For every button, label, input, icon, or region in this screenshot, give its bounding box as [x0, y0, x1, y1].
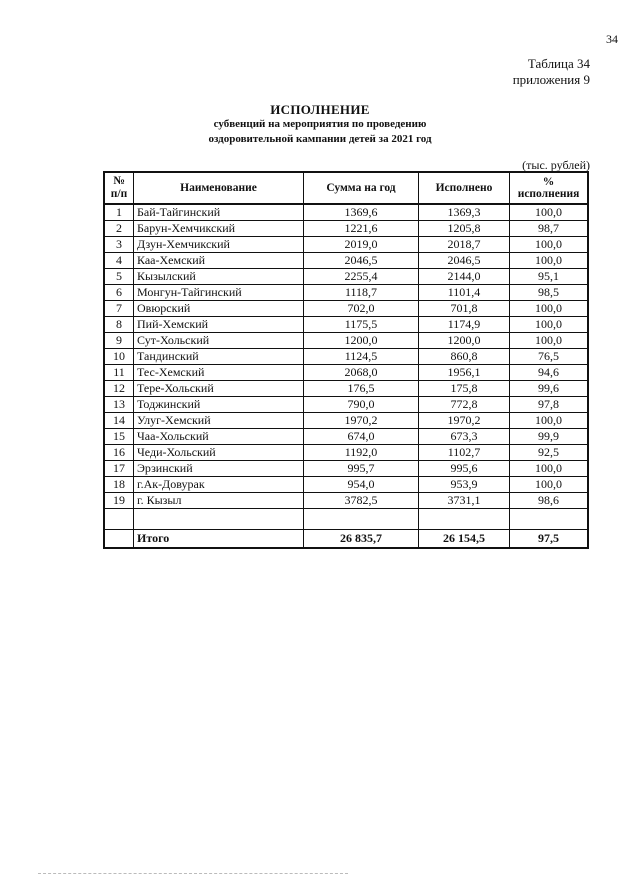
row-plan: 2068,0: [304, 365, 419, 381]
row-name: Эрзинский: [134, 461, 304, 477]
row-percent: 99,6: [510, 381, 589, 397]
row-name: г. Кызыл: [134, 493, 304, 509]
row-done: 2018,7: [419, 237, 510, 253]
row-percent: 98,7: [510, 221, 589, 237]
header-number-line: №: [113, 175, 125, 187]
row-plan: 2019,0: [304, 237, 419, 253]
header-plan: Сумма на год: [304, 172, 419, 204]
row-number: 19: [104, 493, 134, 509]
spacer-cell: [304, 509, 419, 530]
row-name: г.Ак-Довурак: [134, 477, 304, 493]
header-number-line: п/п: [110, 188, 128, 200]
table-row: [104, 237, 588, 253]
row-done: 3731,1: [419, 493, 510, 509]
spacer-cell: [104, 509, 134, 530]
table-row: [104, 477, 588, 493]
row-number: 16: [104, 445, 134, 461]
row-number: 2: [104, 221, 134, 237]
document-subtitle-line: оздоровительной кампании детей за 2021 год: [208, 133, 432, 145]
header-row: [104, 172, 588, 204]
row-plan: 702,0: [304, 301, 419, 317]
row-name: Тандинский: [134, 349, 304, 365]
row-percent: 100,0: [510, 317, 589, 333]
row-plan: 995,7: [304, 461, 419, 477]
table-row: [104, 253, 588, 269]
row-number: 18: [104, 477, 134, 493]
row-name: Дзун-Хемчикский: [134, 237, 304, 253]
row-done: 1956,1: [419, 365, 510, 381]
row-percent: 99,9: [510, 429, 589, 445]
row-number: 12: [104, 381, 134, 397]
row-name: Каа-Хемский: [134, 253, 304, 269]
row-done: 1200,0: [419, 333, 510, 349]
row-number: 3: [104, 237, 134, 253]
row-plan: 1175,5: [304, 317, 419, 333]
spacer-cell: [419, 509, 510, 530]
table-row: [104, 221, 588, 237]
row-plan: 3782,5: [304, 493, 419, 509]
row-done: 701,8: [419, 301, 510, 317]
table-reference: [513, 56, 590, 88]
table-row: [104, 269, 588, 285]
row-name: Тес-Хемский: [134, 365, 304, 381]
total-label: Итого: [134, 530, 304, 549]
execution-table: [103, 171, 589, 549]
row-plan: 1970,2: [304, 413, 419, 429]
row-percent: 100,0: [510, 237, 589, 253]
row-name: Бай-Тайгинский: [134, 204, 304, 221]
row-number: 15: [104, 429, 134, 445]
total-row: [104, 530, 588, 549]
table-row: [104, 317, 588, 333]
row-done: 2046,5: [419, 253, 510, 269]
table-row: [104, 365, 588, 381]
row-number: 17: [104, 461, 134, 477]
table-row: [104, 204, 588, 221]
row-name: Пий-Хемский: [134, 317, 304, 333]
row-number: 13: [104, 397, 134, 413]
table-row: [104, 397, 588, 413]
table-row: [104, 301, 588, 317]
table-row: [104, 381, 588, 397]
row-done: 953,9: [419, 477, 510, 493]
row-done: 1102,7: [419, 445, 510, 461]
row-percent: 100,0: [510, 413, 589, 429]
footer-divider: [38, 873, 348, 874]
row-done: 673,3: [419, 429, 510, 445]
row-plan: 1221,6: [304, 221, 419, 237]
row-percent: 76,5: [510, 349, 589, 365]
row-done: 1205,8: [419, 221, 510, 237]
table-row: [104, 493, 588, 509]
row-plan: 790,0: [304, 397, 419, 413]
row-done: 860,8: [419, 349, 510, 365]
table-row: [104, 445, 588, 461]
row-plan: 954,0: [304, 477, 419, 493]
row-number: 14: [104, 413, 134, 429]
row-percent: 100,0: [510, 253, 589, 269]
row-plan: 1192,0: [304, 445, 419, 461]
row-number: 7: [104, 301, 134, 317]
spacer-row: [104, 509, 588, 530]
row-name: Улуг-Хемский: [134, 413, 304, 429]
row-name: Барун-Хемчикский: [134, 221, 304, 237]
total-done: 26 154,5: [419, 530, 510, 549]
row-done: 772,8: [419, 397, 510, 413]
row-name: Чеди-Хольский: [134, 445, 304, 461]
row-number: 9: [104, 333, 134, 349]
row-percent: 100,0: [510, 461, 589, 477]
title-block: [0, 102, 640, 147]
row-name: Кызылский: [134, 269, 304, 285]
row-done: 2144,0: [419, 269, 510, 285]
row-done: 1369,3: [419, 204, 510, 221]
row-name: Овюрский: [134, 301, 304, 317]
header-number: [104, 172, 134, 204]
table-ref-line: Таблица 34: [527, 56, 590, 71]
table-row: [104, 333, 588, 349]
page-number: 34: [606, 32, 618, 46]
row-name: Монгун-Тайгинский: [134, 285, 304, 301]
row-number: 5: [104, 269, 134, 285]
row-number: 8: [104, 317, 134, 333]
table-row: [104, 461, 588, 477]
spacer-cell: [134, 509, 304, 530]
row-percent: 92,5: [510, 445, 589, 461]
row-plan: 674,0: [304, 429, 419, 445]
row-percent: 97,8: [510, 397, 589, 413]
row-number: 6: [104, 285, 134, 301]
document-subtitle-line: субвенций на мероприятия по проведению: [213, 118, 427, 130]
row-plan: 2046,5: [304, 253, 419, 269]
row-number: 10: [104, 349, 134, 365]
row-number: 1: [104, 204, 134, 221]
row-done: 1970,2: [419, 413, 510, 429]
row-plan: 1200,0: [304, 333, 419, 349]
row-number: 4: [104, 253, 134, 269]
row-plan: 1118,7: [304, 285, 419, 301]
header-name: Наименование: [134, 172, 304, 204]
row-plan: 1369,6: [304, 204, 419, 221]
table-ref-line: приложения 9: [512, 72, 590, 87]
row-percent: 100,0: [510, 333, 589, 349]
spacer-cell: [510, 509, 589, 530]
units-label: (тыс. рублей): [522, 158, 590, 172]
row-name: Чаа-Хольский: [134, 429, 304, 445]
row-done: 1174,9: [419, 317, 510, 333]
row-done: 995,6: [419, 461, 510, 477]
row-percent: 100,0: [510, 477, 589, 493]
header-done: Исполнено: [419, 172, 510, 204]
table-row: [104, 429, 588, 445]
row-done: 1101,4: [419, 285, 510, 301]
table-row: [104, 285, 588, 301]
row-percent: 98,5: [510, 285, 589, 301]
total-percent: 97,5: [510, 530, 589, 549]
row-done: 175,8: [419, 381, 510, 397]
row-percent: 100,0: [510, 301, 589, 317]
document-title: ИСПОЛНЕНИЕ: [270, 102, 370, 117]
row-number: 11: [104, 365, 134, 381]
table-row: [104, 349, 588, 365]
table-body: [104, 204, 588, 548]
row-percent: 95,1: [510, 269, 589, 285]
table-row: [104, 413, 588, 429]
row-name: Сут-Хольский: [134, 333, 304, 349]
row-plan: 176,5: [304, 381, 419, 397]
header-percent: % исполнения: [510, 172, 589, 204]
row-name: Тере-Хольский: [134, 381, 304, 397]
row-percent: 100,0: [510, 204, 589, 221]
row-percent: 98,6: [510, 493, 589, 509]
total-plan: 26 835,7: [304, 530, 419, 549]
total-number: [104, 530, 134, 549]
row-plan: 2255,4: [304, 269, 419, 285]
row-plan: 1124,5: [304, 349, 419, 365]
row-name: Тоджинский: [134, 397, 304, 413]
row-percent: 94,6: [510, 365, 589, 381]
